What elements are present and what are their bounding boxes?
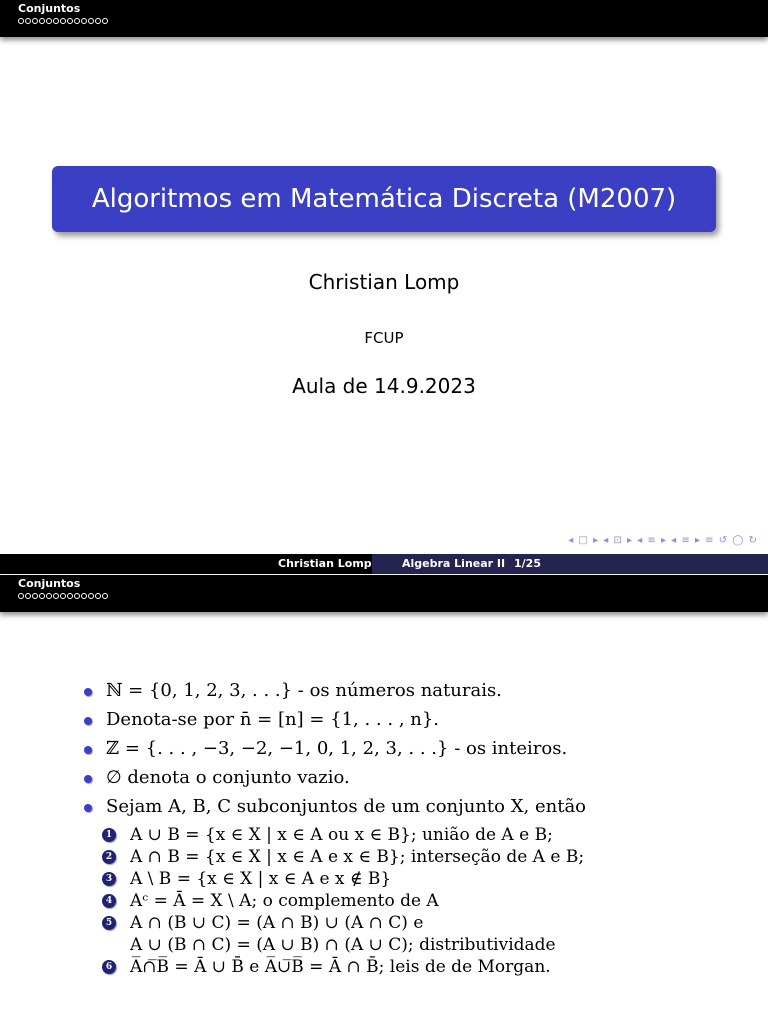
- numbered-item: [84, 913, 764, 933]
- item-text: A ∩ (B ∪ C) = (A ∩ B) ∪ (A ∩ C) e: [130, 913, 424, 933]
- list-item: Sejam A, B, C subconjuntos de um conjunto X, então: [84, 796, 764, 817]
- author-name: Christian Lomp: [308, 270, 460, 294]
- item-text: A ∪ B = {x ∈ X | x ∈ A ou x ∈ B}; união de A e B;: [130, 825, 553, 845]
- footer-bar: [0, 554, 768, 574]
- item-text: A̅∩̅B̅ = Ā ∪ B̄ e A̅∪̅B̅ = Ā ∩ B̄; leis de de Morgan.: [130, 957, 551, 977]
- numbered-item: [84, 869, 764, 889]
- progress-dots[interactable]: [18, 592, 109, 602]
- progress-dots[interactable]: [18, 17, 109, 27]
- list-item: ∅ denota o conjunto vazio.: [84, 767, 764, 788]
- list-item: Denota-se por n̄ = [n] = {1, . . . , n}.: [84, 709, 764, 730]
- lecture-date: Aula de 14.9.2023: [292, 374, 476, 398]
- item-number-badge: 3: [102, 872, 116, 886]
- footer-author: Christian Lomp: [278, 557, 372, 570]
- numbered-item: [84, 825, 764, 845]
- item-text: Aᶜ = Ā = X \ A; o complemento de A: [130, 891, 439, 911]
- item-number-badge: 5: [102, 916, 116, 930]
- section-title[interactable]: Conjuntos: [18, 577, 81, 590]
- navigation-symbols[interactable]: ◂ □ ▸ ◂ ⊡ ▸ ◂ ≡ ▸ ◂ ≡ ▸ ≡ ↺ ◯ ↻: [568, 535, 758, 546]
- numbered-item-continuation: [84, 935, 764, 955]
- numbered-item: [84, 847, 764, 867]
- footer-title: Algebra Linear II: [402, 557, 506, 570]
- item-number-badge: 1: [102, 828, 116, 842]
- item-number-badge: 4: [102, 894, 116, 908]
- list-item: ℤ = {. . . , −3, −2, −1, 0, 1, 2, 3, . . .} - os inteiros.: [84, 738, 764, 759]
- content-slide: [0, 575, 768, 1024]
- section-title[interactable]: Conjuntos: [18, 2, 81, 15]
- institution: FCUP: [364, 329, 404, 347]
- header-bar: [0, 0, 768, 37]
- numbered-item: [84, 891, 764, 911]
- item-number-badge: 6: [102, 960, 116, 974]
- header-bar: [0, 575, 768, 612]
- numbered-item: [84, 957, 764, 977]
- footer-title-box: [372, 554, 768, 574]
- item-text: A ∪ (B ∩ C) = (A ∪ B) ∩ (A ∪ C); distributividade: [130, 935, 556, 955]
- item-text: A \ B = {x ∈ X | x ∈ A e x ∉ B}: [130, 869, 392, 889]
- item-number-badge: 2: [102, 850, 116, 864]
- bullet-list: [84, 680, 764, 979]
- numbered-sublist: [84, 825, 764, 977]
- item-text: A ∩ B = {x ∈ X | x ∈ A e x ∈ B}; interseção de A e B;: [130, 847, 585, 867]
- footer-page-number: 1/25: [514, 557, 541, 570]
- list-item: ℕ = {0, 1, 2, 3, . . .} - os números naturais.: [84, 680, 764, 701]
- presentation-title: Algoritmos em Matemática Discreta (M2007): [52, 166, 716, 232]
